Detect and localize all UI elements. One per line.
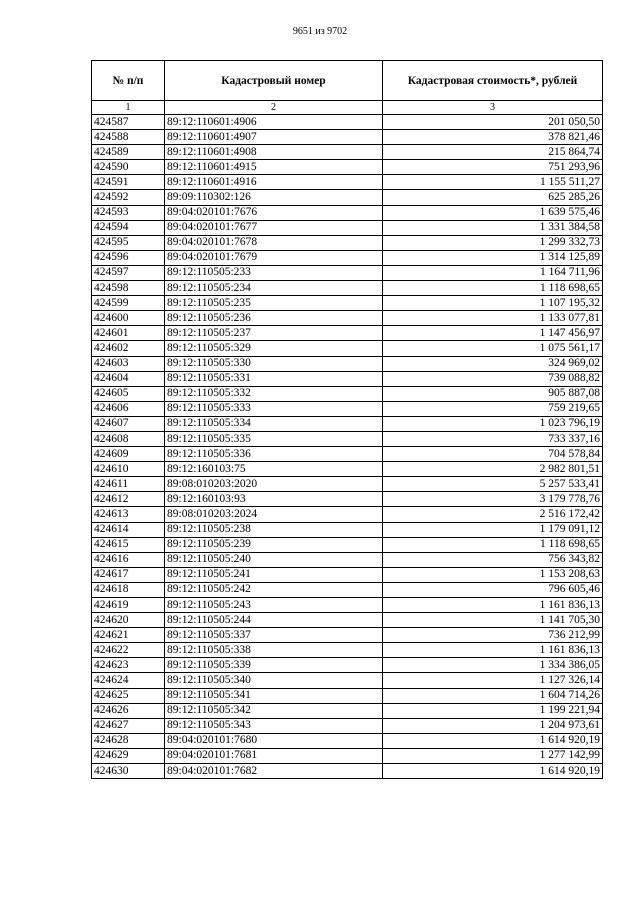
row-number: 424603 — [92, 356, 165, 371]
cadastral-number: 89:12:110505:234 — [165, 281, 383, 296]
cadastral-value: 1 334 386,05 — [383, 658, 603, 673]
cadastral-value: 1 614 920,19 — [383, 764, 603, 779]
cadastral-value: 2 516 172,42 — [383, 507, 603, 522]
cadastral-value: 704 578,84 — [383, 447, 603, 462]
row-number: 424625 — [92, 688, 165, 703]
cadastral-number: 89:12:110601:4916 — [165, 175, 383, 190]
cadastral-value: 378 821,46 — [383, 130, 603, 145]
cadastral-value: 1 155 511,27 — [383, 175, 603, 190]
row-number: 424596 — [92, 250, 165, 265]
row-number: 424606 — [92, 401, 165, 416]
row-number: 424617 — [92, 567, 165, 582]
cadastral-value: 1 639 575,46 — [383, 205, 603, 220]
cadastral-number: 89:12:110505:236 — [165, 311, 383, 326]
cadastral-value: 751 293,96 — [383, 160, 603, 175]
cadastral-number: 89:12:110505:339 — [165, 658, 383, 673]
cadastral-value: 1 118 698,65 — [383, 537, 603, 552]
cadastral-number: 89:12:110505:340 — [165, 673, 383, 688]
row-number: 424610 — [92, 462, 165, 477]
cadastral-number: 89:12:110505:241 — [165, 567, 383, 582]
table-row — [92, 507, 603, 522]
cadastral-number: 89:12:110505:242 — [165, 582, 383, 597]
cadastral-value: 324 969,02 — [383, 356, 603, 371]
table-row — [92, 296, 603, 311]
table-row — [92, 447, 603, 462]
header-cadastral-value: Кадастровая стоимость*, рублей — [383, 61, 603, 101]
row-number: 424629 — [92, 748, 165, 763]
cadastral-number: 89:12:110505:333 — [165, 401, 383, 416]
cadastral-value: 1 614 920,19 — [383, 733, 603, 748]
row-number: 424628 — [92, 733, 165, 748]
cadastral-number: 89:12:110505:343 — [165, 718, 383, 733]
cadastral-value: 1 161 836,13 — [383, 643, 603, 658]
cadastral-number: 89:12:110505:244 — [165, 613, 383, 628]
row-number: 424587 — [92, 115, 165, 130]
cadastral-value: 625 285,26 — [383, 190, 603, 205]
row-number: 424612 — [92, 492, 165, 507]
cadastral-number: 89:12:110505:330 — [165, 356, 383, 371]
table-body — [92, 115, 603, 779]
cadastral-number: 89:12:110505:329 — [165, 341, 383, 356]
cadastral-value: 1 604 714,26 — [383, 688, 603, 703]
cadastral-value: 1 075 561,17 — [383, 341, 603, 356]
cadastral-value: 1 147 456,97 — [383, 326, 603, 341]
cadastral-number: 89:12:110601:4908 — [165, 145, 383, 160]
cadastral-value: 1 179 091,12 — [383, 522, 603, 537]
cadastral-value: 1 153 208,63 — [383, 567, 603, 582]
cadastral-number: 89:12:110505:235 — [165, 296, 383, 311]
row-number: 424614 — [92, 522, 165, 537]
cadastral-number: 89:12:110505:233 — [165, 265, 383, 280]
row-number: 424620 — [92, 613, 165, 628]
table-row — [92, 401, 603, 416]
table-row — [92, 628, 603, 643]
column-number-3: 3 — [383, 101, 603, 115]
cadastral-number: 89:04:020101:7676 — [165, 205, 383, 220]
row-number: 424616 — [92, 552, 165, 567]
row-number: 424592 — [92, 190, 165, 205]
row-number: 424591 — [92, 175, 165, 190]
cadastral-value: 1 141 705,30 — [383, 613, 603, 628]
row-number: 424627 — [92, 718, 165, 733]
table-row — [92, 205, 603, 220]
row-number: 424618 — [92, 582, 165, 597]
row-number: 424613 — [92, 507, 165, 522]
row-number: 424590 — [92, 160, 165, 175]
table-row — [92, 598, 603, 613]
cadastral-number: 89:12:110505:342 — [165, 703, 383, 718]
cadastral-number: 89:12:110505:238 — [165, 522, 383, 537]
cadastral-value: 2 982 801,51 — [383, 462, 603, 477]
row-number: 424624 — [92, 673, 165, 688]
cadastral-value: 1 107 195,32 — [383, 296, 603, 311]
cadastral-value: 759 219,65 — [383, 401, 603, 416]
row-number: 424611 — [92, 477, 165, 492]
table-row — [92, 522, 603, 537]
cadastral-number: 89:12:110505:334 — [165, 416, 383, 431]
table-row — [92, 673, 603, 688]
table-row — [92, 220, 603, 235]
table-row — [92, 658, 603, 673]
row-number: 424593 — [92, 205, 165, 220]
row-number: 424607 — [92, 416, 165, 431]
cadastral-number: 89:04:020101:7680 — [165, 733, 383, 748]
table-row — [92, 115, 603, 130]
row-number: 424626 — [92, 703, 165, 718]
cadastral-number: 89:04:020101:7679 — [165, 250, 383, 265]
table-row — [92, 341, 603, 356]
header-row — [92, 61, 603, 101]
cadastral-number: 89:12:110505:332 — [165, 386, 383, 401]
row-number: 424600 — [92, 311, 165, 326]
cadastral-value: 1 127 326,14 — [383, 673, 603, 688]
cadastral-number: 89:12:110601:4907 — [165, 130, 383, 145]
cadastral-value: 736 212,99 — [383, 628, 603, 643]
cadastral-number: 89:12:160103:75 — [165, 462, 383, 477]
table-row — [92, 265, 603, 280]
cadastral-value: 1 133 077,81 — [383, 311, 603, 326]
row-number: 424598 — [92, 281, 165, 296]
table-row — [92, 145, 603, 160]
table-row — [92, 160, 603, 175]
cadastral-number: 89:12:110505:337 — [165, 628, 383, 643]
column-number-2: 2 — [165, 101, 383, 115]
cadastral-number: 89:12:110505:331 — [165, 371, 383, 386]
cadastral-value: 905 887,08 — [383, 386, 603, 401]
cadastral-value: 1 161 836,13 — [383, 598, 603, 613]
cadastral-number: 89:12:110505:335 — [165, 431, 383, 446]
row-number: 424623 — [92, 658, 165, 673]
cadastral-value: 1 118 698,65 — [383, 281, 603, 296]
cadastral-value: 1 314 125,89 — [383, 250, 603, 265]
row-number: 424588 — [92, 130, 165, 145]
row-number: 424615 — [92, 537, 165, 552]
table-row — [92, 371, 603, 386]
page-number-header: 9651 из 9702 — [292, 26, 348, 37]
row-number: 424601 — [92, 326, 165, 341]
table-row — [92, 613, 603, 628]
cadastral-number: 89:08:010203:2024 — [165, 507, 383, 522]
row-number: 424609 — [92, 447, 165, 462]
column-number-1: 1 — [92, 101, 165, 115]
cadastral-value: 1 199 221,94 — [383, 703, 603, 718]
cadastral-number: 89:12:110505:237 — [165, 326, 383, 341]
cadastral-number: 89:12:110505:243 — [165, 598, 383, 613]
table-row — [92, 386, 603, 401]
cadastral-value: 733 337,16 — [383, 431, 603, 446]
table-row — [92, 552, 603, 567]
row-number: 424621 — [92, 628, 165, 643]
table-row — [92, 492, 603, 507]
cadastral-value: 3 179 778,76 — [383, 492, 603, 507]
row-number: 424608 — [92, 431, 165, 446]
cadastral-value: 1 299 332,73 — [383, 235, 603, 250]
cadastral-number: 89:12:110505:336 — [165, 447, 383, 462]
row-number: 424602 — [92, 341, 165, 356]
row-number: 424622 — [92, 643, 165, 658]
cadastral-value: 215 864,74 — [383, 145, 603, 160]
cadastral-number: 89:12:110601:4906 — [165, 115, 383, 130]
cadastre-table — [91, 60, 603, 779]
row-number: 424619 — [92, 598, 165, 613]
cadastral-value: 201 050,50 — [383, 115, 603, 130]
table-row — [92, 416, 603, 431]
table-row — [92, 703, 603, 718]
cadastral-number: 89:09:110302:126 — [165, 190, 383, 205]
cadastral-value: 1 331 384,58 — [383, 220, 603, 235]
cadastral-value: 1 204 973,61 — [383, 718, 603, 733]
cadastral-number: 89:08:010203:2020 — [165, 477, 383, 492]
table-row — [92, 582, 603, 597]
cadastral-number: 89:12:110505:240 — [165, 552, 383, 567]
table-row — [92, 175, 603, 190]
table-row — [92, 130, 603, 145]
cadastral-value: 756 343,82 — [383, 552, 603, 567]
table-row — [92, 733, 603, 748]
table-row — [92, 477, 603, 492]
table-row — [92, 250, 603, 265]
table-row — [92, 356, 603, 371]
cadastral-number: 89:04:020101:7678 — [165, 235, 383, 250]
cadastral-number: 89:12:110505:338 — [165, 643, 383, 658]
cadastral-number: 89:04:020101:7681 — [165, 748, 383, 763]
table-row — [92, 688, 603, 703]
cadastral-value: 796 605,46 — [383, 582, 603, 597]
cadastral-value: 1 164 711,96 — [383, 265, 603, 280]
cadastral-number: 89:12:110601:4915 — [165, 160, 383, 175]
cadastral-number: 89:12:110505:239 — [165, 537, 383, 552]
table-row — [92, 190, 603, 205]
column-number-row — [92, 101, 603, 115]
table-row — [92, 764, 603, 779]
table-row — [92, 326, 603, 341]
row-number: 424630 — [92, 764, 165, 779]
row-number: 424597 — [92, 265, 165, 280]
row-number: 424594 — [92, 220, 165, 235]
row-number: 424595 — [92, 235, 165, 250]
table-row — [92, 537, 603, 552]
table-row — [92, 431, 603, 446]
table-row — [92, 718, 603, 733]
cadastral-value: 5 257 533,41 — [383, 477, 603, 492]
table-row — [92, 567, 603, 582]
header-number: № п/п — [92, 61, 165, 101]
table-row — [92, 643, 603, 658]
table-row — [92, 311, 603, 326]
cadastral-value: 1 023 796,19 — [383, 416, 603, 431]
row-number: 424605 — [92, 386, 165, 401]
cadastral-value: 739 088,82 — [383, 371, 603, 386]
row-number: 424604 — [92, 371, 165, 386]
table-row — [92, 281, 603, 296]
table-row — [92, 235, 603, 250]
cadastral-value: 1 277 142,99 — [383, 748, 603, 763]
row-number: 424589 — [92, 145, 165, 160]
cadastral-number: 89:04:020101:7677 — [165, 220, 383, 235]
table-row — [92, 748, 603, 763]
table-row — [92, 462, 603, 477]
cadastral-number: 89:12:110505:341 — [165, 688, 383, 703]
header-cadastral-number: Кадастровый номер — [165, 61, 383, 101]
row-number: 424599 — [92, 296, 165, 311]
cadastral-number: 89:04:020101:7682 — [165, 764, 383, 779]
cadastral-number: 89:12:160103:93 — [165, 492, 383, 507]
